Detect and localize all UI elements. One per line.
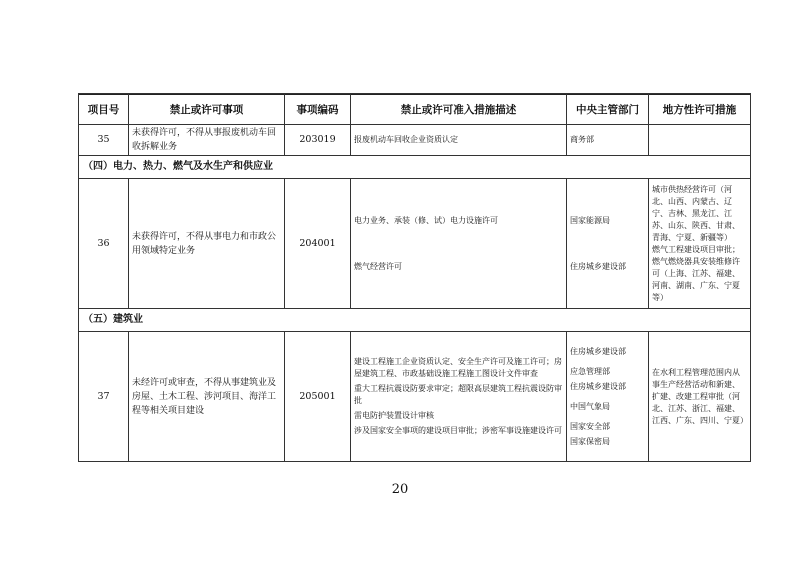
row-code: 204001 — [285, 179, 351, 309]
permit-table — [78, 93, 751, 462]
section-heading-row — [79, 156, 751, 179]
row-local: 城市供热经营许可（河北、山西、内蒙古、辽宁、吉林、黑龙江、江苏、山东、陕西、甘肃、青海、宁夏、新疆等） 燃气工程建设项目审批；燃气燃烧器具安装维修许可（上海、江苏、福建、河南、湖南、广东、宁夏等） — [649, 179, 751, 309]
row-number: 37 — [79, 332, 129, 462]
dept-line: 住房城乡建设部 — [570, 346, 626, 356]
row-matter: 未获得许可，不得从事报废机动车回收拆解业务 — [129, 125, 285, 156]
measure-line: 涉及国家安全事项的建设项目审批；涉密军事设施建设许可 — [354, 426, 562, 435]
table-row — [79, 332, 751, 462]
section-heading-row — [79, 309, 751, 332]
row-depts — [567, 179, 649, 309]
measure-line: 重大工程抗震设防要求审定；超限高层建筑工程抗震设防审批 — [354, 384, 562, 405]
measure-line: 雷电防护装置设计审核 — [354, 411, 434, 420]
page-number: 20 — [391, 482, 409, 497]
row-measures — [351, 179, 567, 309]
measure-line: 燃气经营许可 — [354, 261, 402, 271]
row-number: 35 — [79, 125, 129, 156]
row-measures — [351, 332, 567, 462]
dept-line: 国家安全部 — [570, 421, 610, 431]
section-heading: （四）电力、热力、燃气及水生产和供应业 — [79, 156, 751, 179]
row-matter: 未经许可或审查，不得从事建筑业及房屋、土木工程、涉河项目、海洋工程等相关项目建设 — [129, 332, 285, 462]
row-code: 203019 — [285, 125, 351, 156]
dept-line: 国家能源局 — [570, 215, 610, 225]
header-matter: 禁止或许可事项 — [129, 94, 285, 125]
measure-line: 电力业务、承装（修、试）电力设施许可 — [354, 215, 498, 225]
dept-line: 住房城乡建设部 — [570, 381, 626, 391]
header-central-dept: 中央主管部门 — [567, 94, 649, 125]
section-heading: （五）建筑业 — [79, 309, 751, 332]
row-local — [649, 125, 751, 156]
row-code: 205001 — [285, 332, 351, 462]
row-dept: 商务部 — [567, 125, 649, 156]
measure-line: 建设工程施工企业资质认定、安全生产许可及施工许可；房屋建筑工程、市政基础设施工程施工图设计文件审查 — [354, 357, 562, 378]
dept-line: 应急管理部 — [570, 366, 610, 376]
row-depts — [567, 332, 649, 462]
header-measure: 禁止或许可准入措施描述 — [351, 94, 567, 125]
header-item-number: 项目号 — [79, 94, 129, 125]
header-local-measure: 地方性许可措施 — [649, 94, 751, 125]
header-code: 事项编码 — [285, 94, 351, 125]
dept-line: 中国气象局 — [570, 401, 610, 411]
table-row — [79, 125, 751, 156]
row-matter: 未获得许可，不得从事电力和市政公用领域特定业务 — [129, 179, 285, 309]
row-measure: 报废机动车回收企业资质认定 — [351, 125, 567, 156]
row-number: 36 — [79, 179, 129, 309]
row-local: 在水利工程管理范围内从事生产经营活动和新建、扩建、改建工程审批（河北、江苏、浙江、福建、江西、广东、四川、宁夏） — [649, 332, 751, 462]
table-header-row — [79, 94, 751, 125]
table-row — [79, 179, 751, 309]
dept-line: 住房城乡建设部 — [570, 261, 626, 271]
dept-line: 国家保密局 — [570, 436, 610, 446]
